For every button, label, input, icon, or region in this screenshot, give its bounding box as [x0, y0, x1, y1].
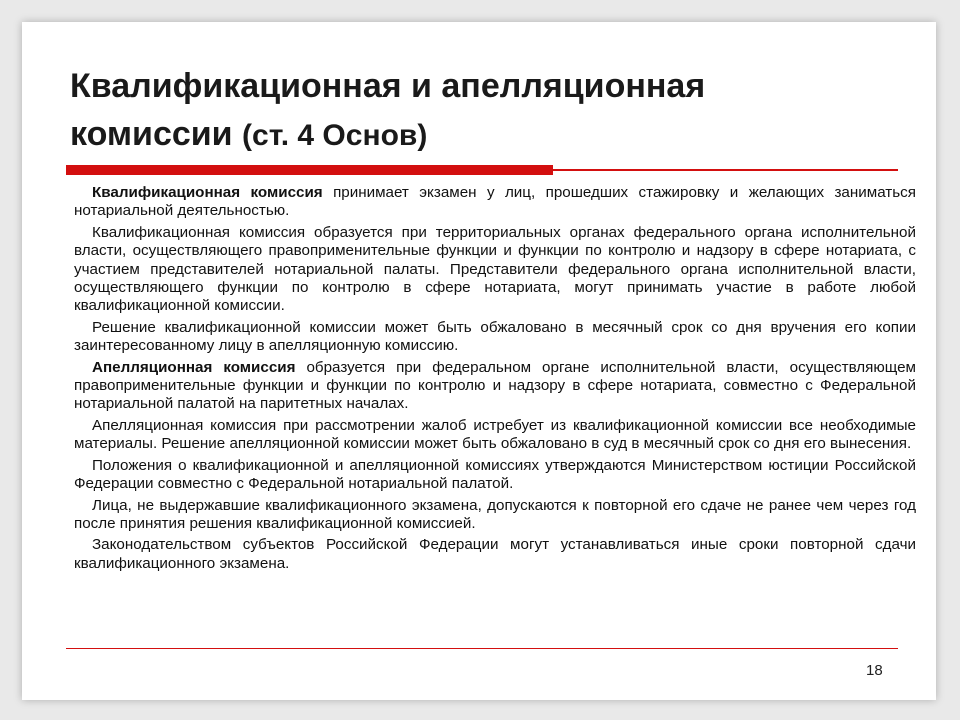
- paragraph-text: Законодательством субъектов Российской Федерации могут устанавливаться иные сроки повторной сдачи квалификационного экзамена.: [74, 536, 916, 572]
- slide: [22, 22, 936, 700]
- paragraph-text: Лица, не выдержавшие квалификационного экзамена, допускаются к повторной его сдаче не ранее чем через год после принятия решения квалификационной комиссией.: [74, 496, 916, 532]
- paragraph-1: [74, 184, 916, 221]
- paragraph-text: Апелляционная комиссия при рассмотрении жалоб истребует из квалификационной комиссии все необходимые материалы. Решение апелляционной комиссии может быть обжаловано в суд в месячный срок со дня его вынесения.: [74, 416, 916, 453]
- page-number: 18: [866, 662, 883, 679]
- paragraph-text: образуется при федеральном органе исполнительной власти, осуществляющем правоприменительные функции и функции по контролю и надзору в сфере нотариата, совместно с Федеральной нотариальной палатой на паритетных началах.: [74, 358, 916, 413]
- paragraph-3: [74, 319, 916, 356]
- paragraph-6: [74, 457, 916, 494]
- paragraph-8: [74, 536, 916, 573]
- title-underline-thick: [66, 165, 553, 175]
- title-line2: комиссии: [70, 115, 233, 153]
- paragraph-text: Квалификационная комиссия образуется при территориальных органах федерального органа исполнительной власти, осуществляющего правоприменительные функции и функции по контролю и надзору в сфере нотариата, с участием представителей нотариальной палаты. Представители федерального органа исполнительной власти, осуществляющего функции по контролю в сфере нотариата, могут принимать участие в работе любой квалификационной комиссии.: [74, 223, 916, 315]
- paragraph-4: [74, 359, 916, 414]
- paragraph-7: [74, 497, 916, 534]
- paragraph-2: [74, 224, 916, 316]
- title-main: Квалификационная и апелляционная: [70, 67, 706, 105]
- slide-body: [74, 184, 916, 576]
- footer-rule: [66, 648, 898, 649]
- title-sub: (ст. 4 Основ): [242, 119, 428, 152]
- paragraph-5: [74, 417, 916, 454]
- paragraph-text: Положения о квалификационной и апелляционной комиссиях утверждаются Министерством юстиции Российской Федерации совместно с Федеральной нотариальной палатой.: [74, 456, 916, 493]
- paragraph-text: принимает экзамен у лиц, прошедших стажировку и желающих заниматься нотариальной деятельностью.: [74, 184, 916, 220]
- paragraph-text: Решение квалификационной комиссии может быть обжаловано в месячный срок со дня вручения его копии заинтересованному лицу в апелляционную комиссию.: [74, 318, 916, 355]
- slide-title: [70, 62, 890, 160]
- paragraph-bold: Апелляционная комиссия: [92, 358, 296, 376]
- paragraph-bold: Квалификационная комиссия: [92, 184, 323, 201]
- title-underline-thin: [553, 169, 898, 171]
